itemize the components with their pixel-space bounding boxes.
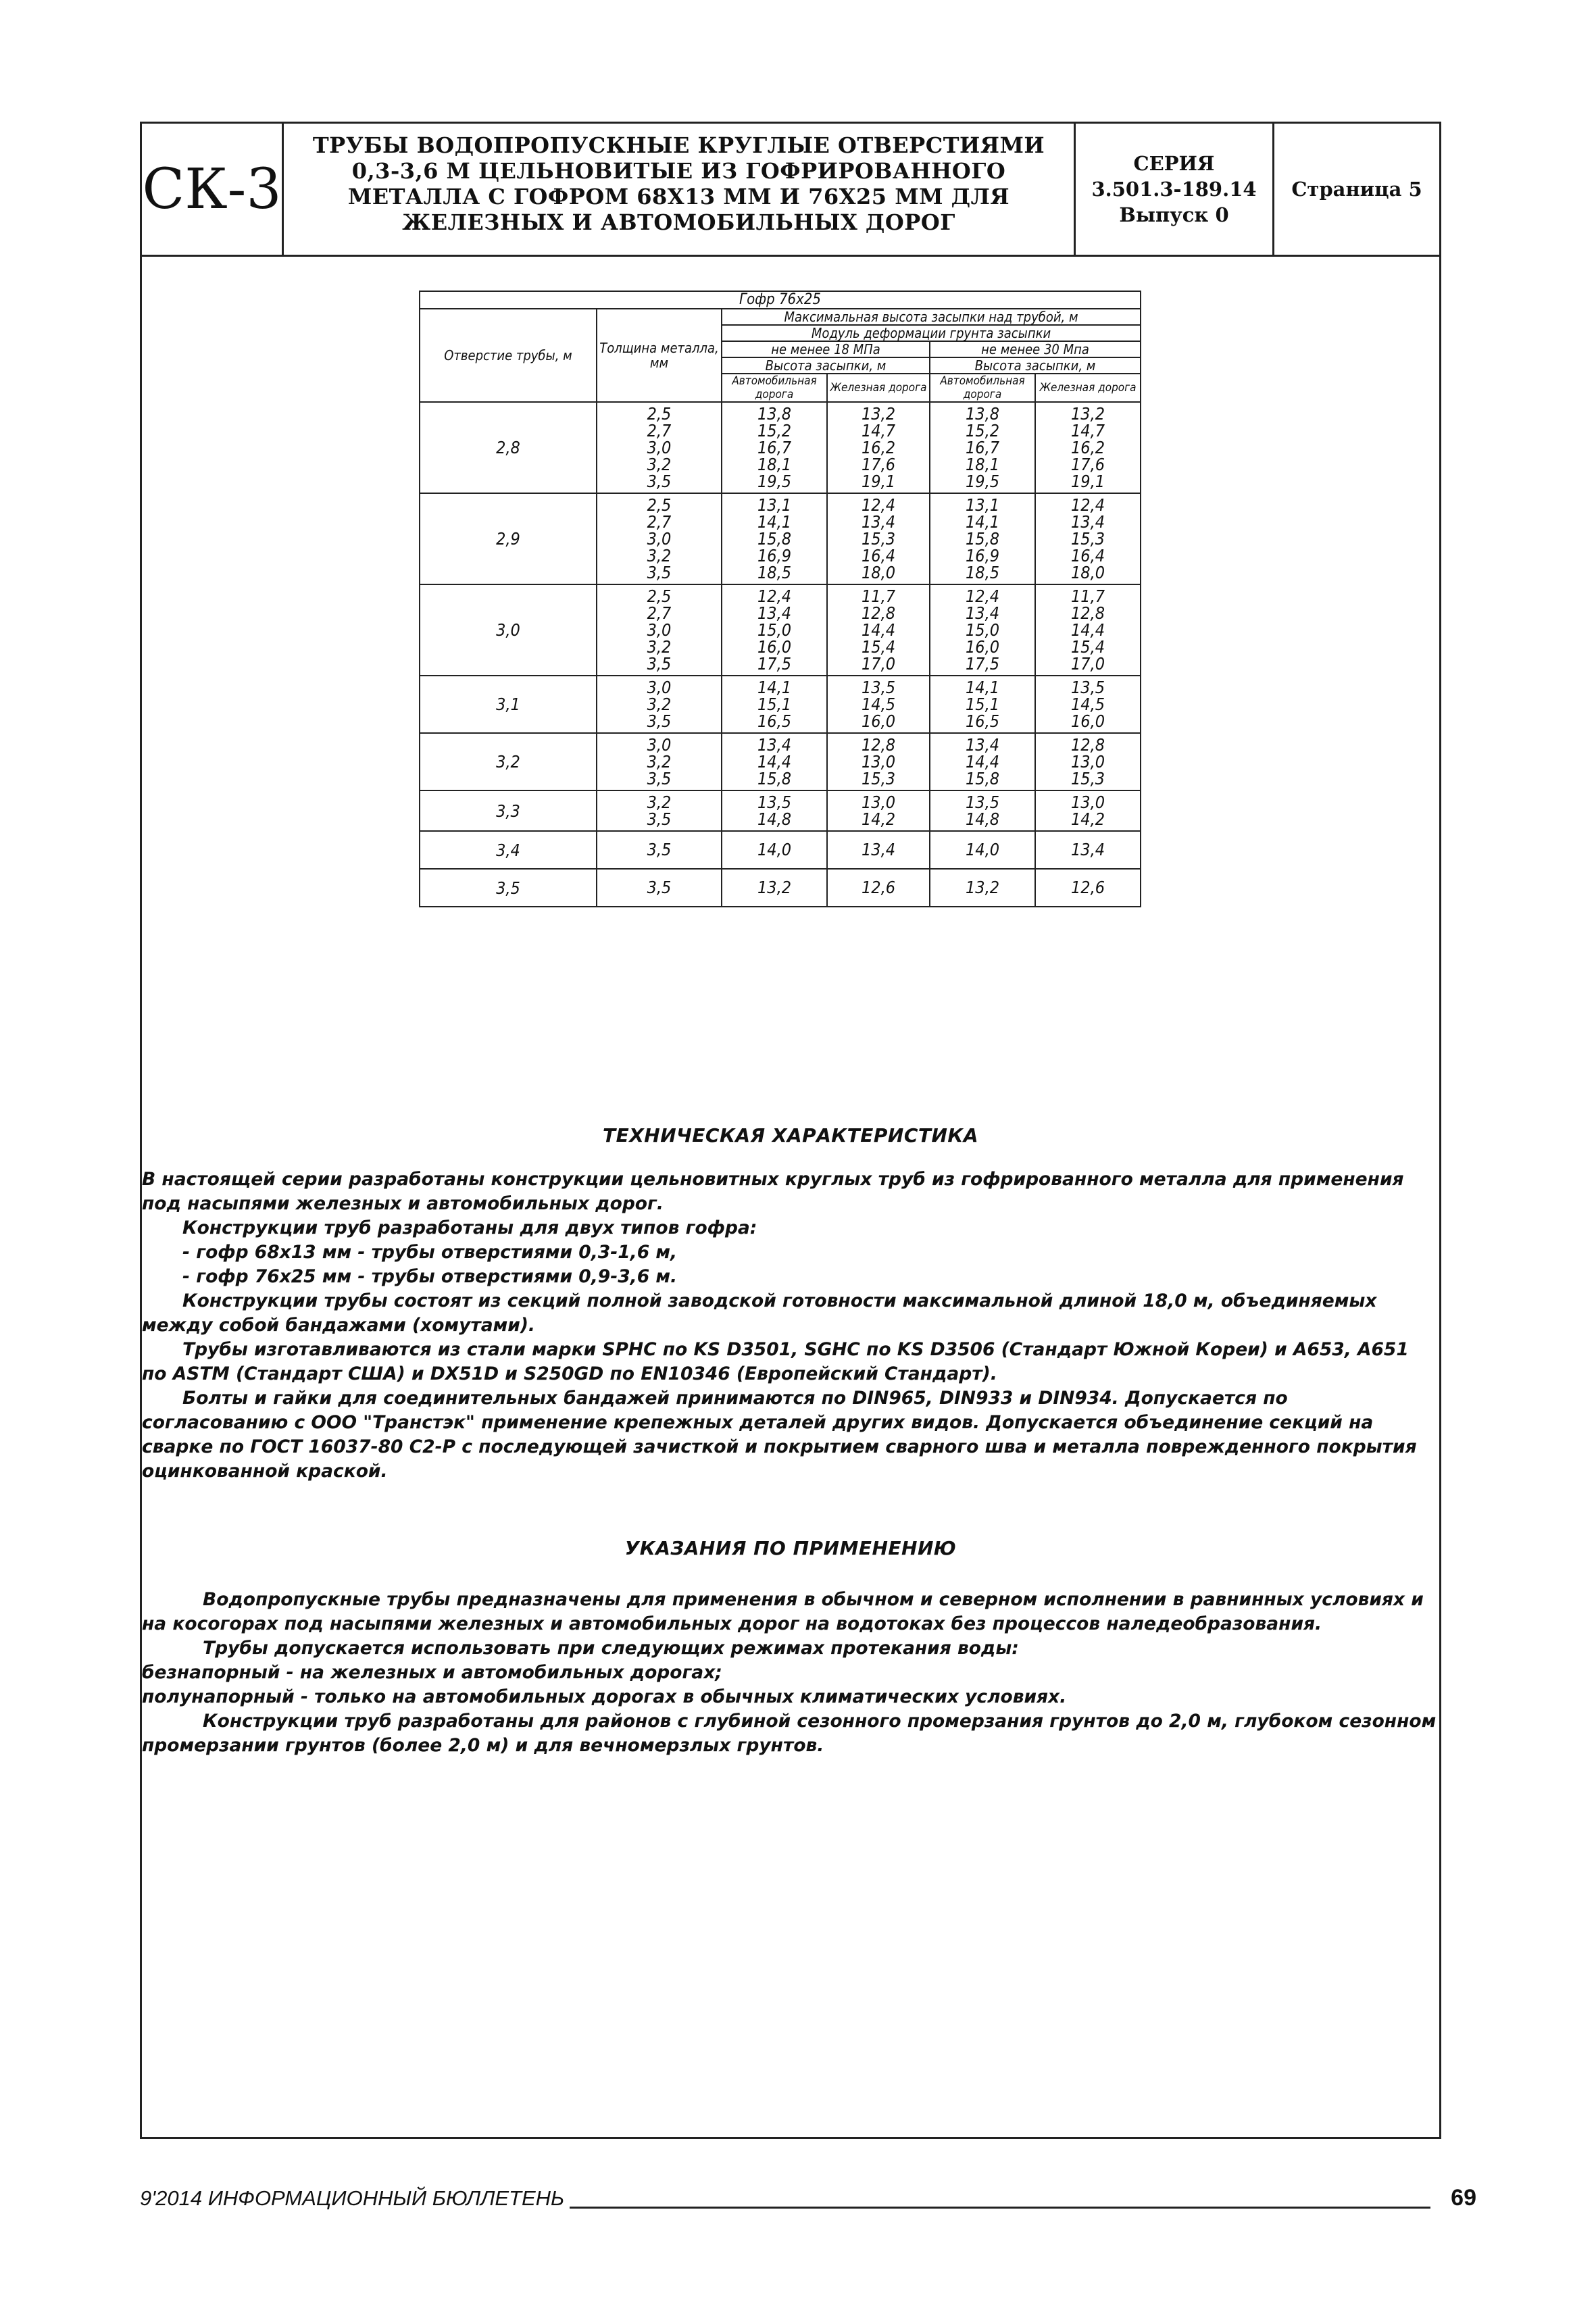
road-rail-header: Железная дорога: [827, 374, 930, 402]
cell-value: 16,0: [1071, 711, 1105, 731]
cell-thickness: [597, 402, 722, 493]
cell-value: 13,4: [1071, 512, 1105, 532]
table-row: [420, 733, 1141, 790]
cell-rail-30: [1035, 733, 1141, 790]
cell-value: 3,0: [647, 529, 672, 549]
road-auto-header-2: Автомобильная дорога: [930, 374, 1035, 402]
cell-value: 18,1: [965, 455, 1000, 474]
cell-value: 14,4: [1071, 620, 1105, 640]
cell-value: 14,1: [757, 512, 792, 532]
cell-value: 2,5: [647, 404, 672, 424]
cell-value: 3,5: [647, 563, 672, 582]
cell-rail-30: [1035, 676, 1141, 733]
cell-auto-18: [722, 676, 827, 733]
usage-paragraph: Трубы допускается использовать при следующих режимах протекания воды:: [203, 1638, 1019, 1659]
cell-value: 18,5: [757, 563, 792, 582]
cell-auto-18: [722, 493, 827, 584]
cell-value: 12,4: [861, 495, 896, 515]
cell-rail-18: [827, 733, 930, 790]
tech-paragraph: - гофр 68х13 мм - трубы отверстиями 0,3-1,6 м,: [182, 1242, 678, 1263]
cell-opening: 3,2: [420, 733, 597, 790]
document-code: СК-3: [142, 124, 284, 255]
title-block: [142, 124, 1439, 257]
tech-paragraph: - гофр 76х25 мм - трубы отверстиями 0,9-3,6 м.: [182, 1266, 678, 1287]
cell-value: 14,5: [1071, 695, 1105, 714]
cell-auto-30: [930, 402, 1035, 493]
cell-value: 14,2: [861, 809, 896, 829]
cell-value: 14,8: [757, 809, 792, 829]
cell-value: 15,0: [965, 620, 1000, 640]
cell-thickness: [597, 493, 722, 584]
road-rail-header-2: Железная дорога: [1035, 374, 1141, 402]
cell-value: 15,4: [861, 637, 896, 657]
tech-paragraph: Конструкции труб разработаны для двух типов гофра:: [182, 1217, 757, 1238]
usage-paragraph: Конструкции труб разработаны для районов с глубиной сезонного промерзания грунтов до 2,0 м, глубоком сезонном промерзании грунтов (более 2,0 м) и для вечномерзлых грунтов.: [142, 1711, 1437, 1756]
cell-value: 13,0: [861, 793, 896, 812]
cell-value: 3,0: [647, 678, 672, 697]
cell-auto-18: [722, 733, 827, 790]
cell-opening: 3,1: [420, 676, 597, 733]
cell-value: 15,1: [757, 695, 792, 714]
cell-value: 18,1: [757, 455, 792, 474]
cell-value: 3,5: [647, 878, 672, 897]
cell-value: 12,4: [757, 586, 792, 606]
cell-opening: 3,3: [420, 790, 597, 831]
cell-thickness: [597, 676, 722, 733]
cell-value: 11,7: [861, 586, 896, 606]
cell-auto-30: [930, 869, 1035, 907]
cell-rail-18: [827, 676, 930, 733]
cell-value: 15,3: [1071, 529, 1105, 549]
cell-auto-30: [930, 831, 1035, 869]
cell-value: 12,8: [1071, 735, 1105, 755]
cell-value: 13,4: [965, 735, 1000, 755]
usage-section-title: УКАЗАНИЯ ПО ПРИМЕНЕНИЮ: [624, 1537, 957, 1559]
cell-value: 15,1: [965, 695, 1000, 714]
cell-rail-30: [1035, 869, 1141, 907]
cell-value: 3,5: [647, 711, 672, 731]
cell-value: 13,4: [757, 735, 792, 755]
cell-value: 3,0: [647, 620, 672, 640]
cell-value: 14,1: [965, 512, 1000, 532]
cell-value: 12,4: [1071, 495, 1105, 515]
cell-rail-18: [827, 869, 930, 907]
cell-value: 3,5: [647, 769, 672, 788]
table-row: [420, 790, 1141, 831]
cell-value: 14,4: [861, 620, 896, 640]
cell-value: 14,1: [757, 678, 792, 697]
cell-value: 18,0: [1071, 563, 1105, 582]
cell-rail-18: [827, 584, 930, 676]
cell-value: 3,2: [647, 695, 672, 714]
table-title: Гофр 76х25: [420, 291, 1141, 309]
cell-value: 13,2: [1071, 404, 1105, 424]
cell-value: 3,2: [647, 752, 672, 772]
cell-value: 13,2: [861, 404, 896, 424]
cell-auto-18: [722, 584, 827, 676]
cell-value: 14,5: [861, 695, 896, 714]
table-row: [420, 676, 1141, 733]
cell-value: 13,5: [757, 793, 792, 812]
cell-value: 3,5: [647, 809, 672, 829]
cell-opening: 3,0: [420, 584, 597, 676]
cell-value: 19,5: [965, 472, 1000, 491]
cell-value: 11,7: [1071, 586, 1105, 606]
cell-value: 3,5: [647, 840, 672, 859]
usage-section-text: [142, 1588, 1439, 1758]
cell-opening: 2,8: [420, 402, 597, 493]
cell-value: 16,2: [1071, 438, 1105, 457]
cell-rail-30: [1035, 402, 1141, 493]
cell-value: 3,5: [647, 654, 672, 674]
cell-value: 15,8: [965, 529, 1000, 549]
cell-value: 16,4: [861, 546, 896, 565]
cell-thickness: [597, 790, 722, 831]
cell-value: 3,2: [647, 546, 672, 565]
cell-value: 15,3: [861, 769, 896, 788]
cell-thickness: [597, 831, 722, 869]
cell-auto-30: [930, 790, 1035, 831]
cell-value: 18,5: [965, 563, 1000, 582]
tech-paragraph: Конструкции трубы состоят из секций полной заводской готовности максимальной длиной 18,0 м, объединяемых между собой бандажами (хомутами).: [142, 1290, 1377, 1336]
cell-value: 14,1: [965, 678, 1000, 697]
cell-auto-18: [722, 831, 827, 869]
cell-value: 13,0: [1071, 752, 1105, 772]
col-opening-header: Отверстие трубы, м: [420, 309, 597, 402]
cell-value: 15,8: [757, 529, 792, 549]
cell-value: 2,5: [647, 586, 672, 606]
height-header-30: Высота засыпки, м: [930, 357, 1141, 374]
series-number: 3.501.3-189.14: [1091, 178, 1257, 201]
cell-value: 14,8: [965, 809, 1000, 829]
cell-value: 2,5: [647, 495, 672, 515]
cell-value: 12,6: [1071, 878, 1105, 897]
modulus-30-header: не менее 30 Мпа: [930, 341, 1141, 357]
cell-thickness: [597, 869, 722, 907]
cell-value: 16,2: [861, 438, 896, 457]
cell-value: 13,5: [861, 678, 896, 697]
col-thickness-header: Толщина металла, мм: [597, 309, 722, 402]
table-row: [420, 493, 1141, 584]
cell-value: 2,7: [647, 421, 672, 441]
cell-value: 15,4: [1071, 637, 1105, 657]
cell-value: 13,2: [757, 878, 792, 897]
cell-value: 14,2: [1071, 809, 1105, 829]
cell-value: 16,0: [965, 637, 1000, 657]
cell-auto-18: [722, 790, 827, 831]
cell-value: 16,7: [757, 438, 792, 457]
cell-value: 13,5: [965, 793, 1000, 812]
cell-value: 17,5: [965, 654, 1000, 674]
cell-value: 12,8: [861, 735, 896, 755]
cell-value: 16,5: [757, 711, 792, 731]
cell-value: 13,4: [757, 603, 792, 623]
series-block: [1076, 124, 1274, 255]
usage-paragraph: полунапорный - только на автомобильных дорогах в обычных климатических условиях.: [142, 1686, 1067, 1707]
cell-value: 16,9: [965, 546, 1000, 565]
series-label: СЕРИЯ: [1133, 152, 1215, 175]
cell-value: 15,8: [965, 769, 1000, 788]
cell-auto-18: [722, 402, 827, 493]
cell-value: 14,4: [965, 752, 1000, 772]
cell-auto-18: [722, 869, 827, 907]
footer-rule: [570, 2207, 1430, 2209]
cell-value: 13,1: [965, 495, 1000, 515]
cell-value: 15,8: [757, 769, 792, 788]
cell-value: 3,2: [647, 637, 672, 657]
modulus-18-header: не менее 18 МПа: [722, 341, 930, 357]
cell-value: 12,8: [861, 603, 896, 623]
usage-paragraph: безнапорный - на железных и автомобильных дорогах;: [142, 1662, 722, 1683]
cell-value: 17,5: [757, 654, 792, 674]
cell-value: 14,7: [1071, 421, 1105, 441]
cell-value: 3,0: [647, 438, 672, 457]
cell-value: 16,5: [965, 711, 1000, 731]
table-row: [420, 402, 1141, 493]
road-auto-header: Автомобильная дорога: [722, 374, 827, 402]
cell-value: 14,0: [965, 840, 1000, 859]
cell-value: 17,6: [861, 455, 896, 474]
cell-rail-18: [827, 493, 930, 584]
cell-value: 13,0: [861, 752, 896, 772]
cell-value: 14,7: [861, 421, 896, 441]
page-label: Страница 5: [1291, 178, 1422, 201]
cell-opening: 3,4: [420, 831, 597, 869]
cell-auto-30: [930, 676, 1035, 733]
table-row: [420, 831, 1141, 869]
cell-value: 17,0: [1071, 654, 1105, 674]
document-title: ТРУБЫ ВОДОПРОПУСКНЫЕ КРУГЛЫЕ ОТВЕРСТИЯМИ 0,3-3,6 М ЦЕЛЬНОВИТЫЕ ИЗ ГОФРИРОВАННОГО МЕТАЛЛА С ГОФРОМ 68Х13 ММ И 76Х25 ММ ДЛЯ ЖЕЛЕЗНЫХ И АВТОМОБИЛЬНЫХ ДОРОГ: [284, 124, 1076, 255]
cell-value: 13,4: [965, 603, 1000, 623]
cell-value: 3,2: [647, 455, 672, 474]
cell-rail-18: [827, 790, 930, 831]
cell-value: 14,4: [757, 752, 792, 772]
table-row: [420, 584, 1141, 676]
cell-value: 19,5: [757, 472, 792, 491]
cell-rail-30: [1035, 493, 1141, 584]
cell-rail-18: [827, 831, 930, 869]
cell-value: 3,2: [647, 793, 672, 812]
cell-value: 19,1: [1071, 472, 1105, 491]
cell-value: 15,2: [965, 421, 1000, 441]
cell-value: 12,4: [965, 586, 1000, 606]
cell-value: 2,7: [647, 512, 672, 532]
cell-value: 16,9: [757, 546, 792, 565]
cell-value: 2,7: [647, 603, 672, 623]
fill-height-table: [419, 291, 1140, 907]
cell-auto-30: [930, 584, 1035, 676]
cell-value: 18,0: [861, 563, 896, 582]
cell-value: 15,2: [757, 421, 792, 441]
tech-paragraph: В настоящей серии разработаны конструкции цельновитных круглых труб из гофрированного металла для применения под насыпями железных и автомобильных дорог.: [142, 1169, 1404, 1214]
cell-value: 13,2: [965, 878, 1000, 897]
cell-value: 16,7: [965, 438, 1000, 457]
page-footer: [140, 2186, 1476, 2213]
cell-value: 3,0: [647, 735, 672, 755]
footer-text: 9'2014 ИНФОРМАЦИОННЫЙ БЮЛЛЕТЕНЬ: [140, 2186, 565, 2210]
cell-value: 13,5: [1071, 678, 1105, 697]
cell-rail-30: [1035, 584, 1141, 676]
cell-rail-30: [1035, 790, 1141, 831]
cell-opening: 3,5: [420, 869, 597, 907]
cell-value: 12,8: [1071, 603, 1105, 623]
cell-value: 16,4: [1071, 546, 1105, 565]
cell-value: 19,1: [861, 472, 896, 491]
cell-value: 13,8: [965, 404, 1000, 424]
cell-value: 13,4: [861, 840, 896, 859]
cell-value: 15,3: [861, 529, 896, 549]
cell-value: 12,6: [861, 878, 896, 897]
height-header-18: Высота засыпки, м: [722, 357, 930, 374]
cell-opening: 2,9: [420, 493, 597, 584]
modulus-header: Модуль деформации грунта засыпки: [722, 325, 1141, 341]
usage-paragraph: Водопропускные трубы предназначены для применения в обычном и северном исполнении в равнинных условиях и на косогорах под насыпями железных и автомобильных дорог на водотоках без процессов наледеобразования.: [142, 1589, 1424, 1634]
cell-value: 15,0: [757, 620, 792, 640]
cell-value: 17,0: [861, 654, 896, 674]
cell-value: 13,0: [1071, 793, 1105, 812]
cell-value: 3,5: [647, 472, 672, 491]
cell-auto-30: [930, 493, 1035, 584]
cell-value: 17,6: [1071, 455, 1105, 474]
tech-section-text: [142, 1167, 1439, 1484]
cell-thickness: [597, 733, 722, 790]
cell-value: 15,3: [1071, 769, 1105, 788]
max-height-header: Максимальная высота засыпки над трубой, м: [722, 309, 1141, 325]
tech-section-title: ТЕХНИЧЕСКАЯ ХАРАКТЕРИСТИКА: [602, 1124, 978, 1147]
cell-value: 13,4: [861, 512, 896, 532]
table-row: [420, 869, 1141, 907]
cell-auto-30: [930, 733, 1035, 790]
cell-value: 16,0: [861, 711, 896, 731]
issue-number: Выпуск 0: [1119, 203, 1229, 226]
tech-paragraph: Болты и гайки для соединительных бандажей принимаются по DIN965, DIN933 и DIN934. Допускается по согласованию с ООО "Транстэк" применение крепежных деталей других видов. Допускается объединение секций на сварке по ГОСТ 16037-80 С2-Р с последующей зачисткой и покрытием сварного шва и металла поврежденного покрытия оцинкованной краской.: [142, 1388, 1417, 1482]
cell-value: 14,0: [757, 840, 792, 859]
footer-page-number: 69: [1451, 2185, 1476, 2211]
cell-value: 13,8: [757, 404, 792, 424]
cell-rail-30: [1035, 831, 1141, 869]
cell-thickness: [597, 584, 722, 676]
cell-value: 13,4: [1071, 840, 1105, 859]
cell-rail-18: [827, 402, 930, 493]
cell-value: 13,1: [757, 495, 792, 515]
cell-value: 16,0: [757, 637, 792, 657]
tech-paragraph: Трубы изготавливаются из стали марки SPHC по KS D3501, SGHC по KS D3506 (Стандарт Южной Кореи) и A653, A651 по ASTM (Стандарт США) и DX51D и S250GD по EN10346 (Европейский Стандарт).: [142, 1339, 1409, 1384]
